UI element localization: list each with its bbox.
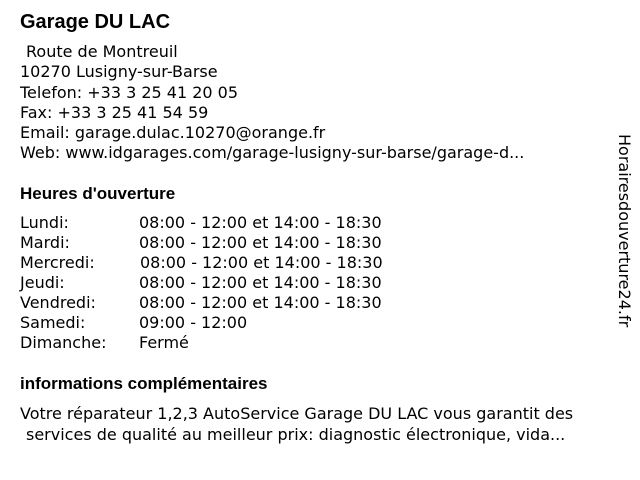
description-line-1: Votre réparateur 1,2,3 AutoService Garage DU LAC vous garantit des	[20, 404, 574, 423]
street-address: Route de Montreuil	[26, 42, 178, 61]
watermark	[612, 134, 636, 344]
time-value: 08:00 - 12:00 et 14:00 - 18:30	[139, 213, 382, 232]
description-line-2: services de qualité au meilleur prix: diagnostic électronique, vida...	[26, 425, 566, 444]
contact-block	[20, 42, 524, 164]
time-value: 08:00 - 12:00 et 14:00 - 18:30	[139, 293, 382, 312]
day-label: Mardi:	[20, 233, 70, 252]
day-label: Mercredi:	[20, 253, 95, 272]
day-label: Jeudi:	[20, 273, 65, 292]
web-line: Web: www.idgarages.com/garage-lusigny-sur-barse/garage-d...	[20, 143, 525, 163]
time-value: Fermé	[139, 333, 189, 352]
email-line: Email: garage.dulac.10270@orange.fr	[20, 123, 326, 143]
time-value: 08:00 - 12:00 et 14:00 - 18:30	[139, 233, 382, 252]
day-label: Samedi:	[20, 313, 86, 332]
phone-line: Telefon: +33 3 25 41 20 05	[20, 82, 239, 102]
time-value: 08:00 - 12:00 et 14:00 - 18:30	[140, 253, 383, 272]
day-label: Vendredi:	[20, 293, 96, 312]
description	[20, 403, 573, 445]
time-value: 09:00 - 12:00	[139, 313, 248, 332]
more-info-heading: informations complémentaires	[20, 374, 268, 393]
city-line: 10270 Lusigny-sur-Barse	[20, 62, 218, 82]
day-label: Dimanche:	[20, 333, 107, 352]
day-label: Lundi:	[20, 213, 69, 232]
hours-heading: Heures d'ouverture	[20, 184, 176, 203]
time-value: 08:00 - 12:00 et 14:00 - 18:30	[139, 273, 382, 292]
business-name: Garage DU LAC	[20, 11, 171, 33]
fax-line: Fax: +33 3 25 41 54 59	[20, 102, 209, 122]
watermark-text: Horairesdouverture24.fr	[615, 134, 634, 328]
